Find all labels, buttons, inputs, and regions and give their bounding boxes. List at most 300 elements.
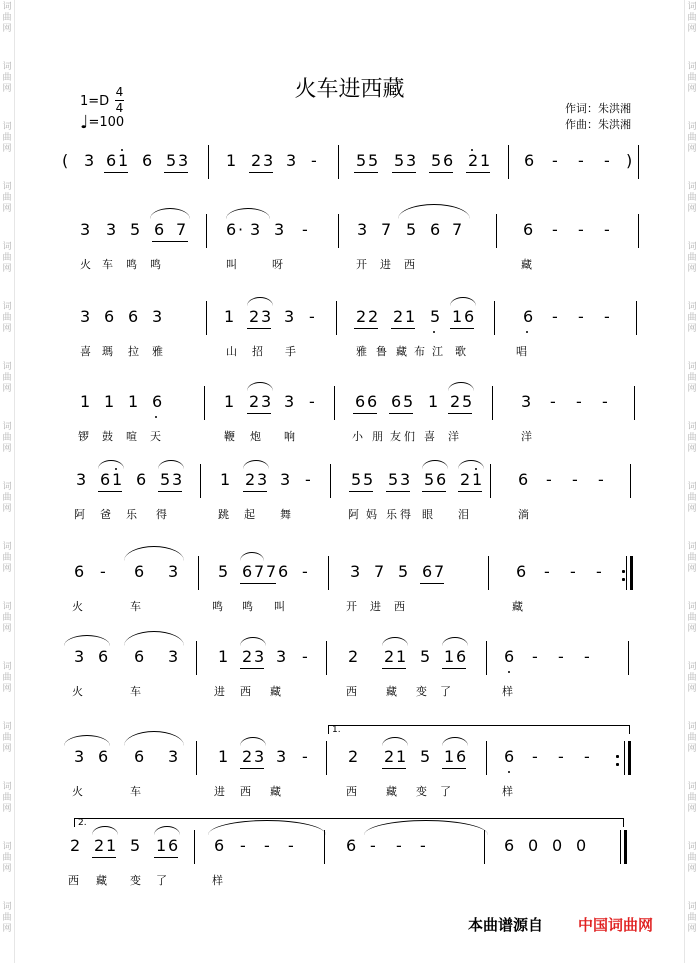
note: - — [240, 836, 246, 855]
time-signature-bottom: 4 — [115, 101, 124, 115]
note: 6 — [134, 562, 145, 581]
note: 7 — [266, 562, 277, 581]
watermark-text: 词 曲 网 — [2, 122, 12, 154]
lyric: 叫 — [226, 258, 237, 271]
note: - — [552, 220, 558, 239]
beam-underline — [354, 328, 378, 329]
note: 2 — [356, 307, 367, 326]
note: 2 — [384, 747, 395, 766]
lyric: 西 — [404, 258, 415, 271]
slur — [382, 737, 408, 746]
barline — [638, 214, 639, 248]
watermark-text: 词 曲 网 — [687, 542, 697, 574]
note: 3 — [168, 747, 179, 766]
repeat-dot — [616, 763, 619, 766]
note: 1 — [224, 392, 235, 411]
slur — [92, 826, 118, 835]
lyric: 样 — [212, 874, 223, 887]
note: 3 — [74, 647, 85, 666]
beam-underline — [442, 768, 466, 769]
note: 2 — [94, 836, 105, 855]
tempo-value: =100 — [88, 115, 125, 130]
beam-underline — [152, 241, 188, 242]
note: - — [302, 647, 308, 666]
note: 5 — [218, 562, 229, 581]
lyric: 进 — [214, 785, 225, 798]
barline — [624, 830, 627, 864]
note: 7 — [381, 220, 392, 239]
repeat-dot — [622, 570, 625, 573]
lyric: 了 — [440, 685, 451, 698]
footer-site-name[interactable]: 中国词曲网 — [578, 916, 654, 934]
note: 1 — [428, 392, 439, 411]
watermark-text: 词 曲 网 — [2, 182, 12, 214]
note: - — [558, 647, 564, 666]
note: 1 — [112, 470, 123, 489]
note: - — [552, 307, 558, 326]
note: 1 — [405, 307, 416, 326]
barline — [338, 145, 339, 179]
slur — [247, 382, 273, 391]
lyric: 友 — [390, 430, 401, 443]
note: - — [596, 562, 602, 581]
note: 3 — [106, 220, 117, 239]
note: 3 — [84, 151, 95, 170]
note: 6 — [516, 562, 527, 581]
beam-underline — [349, 491, 373, 492]
score-row — [0, 220, 699, 270]
beam-underline — [442, 668, 466, 669]
lyric: 唱 — [516, 345, 527, 358]
note: 5 — [403, 392, 414, 411]
note: 1 — [226, 151, 237, 170]
lyric: 开 — [346, 600, 357, 613]
time-signature-top: 4 — [115, 85, 124, 99]
barline — [624, 741, 625, 775]
note: 7 — [374, 562, 385, 581]
note: 5 — [430, 307, 441, 326]
note: 5 — [398, 562, 409, 581]
lyric: 西 — [68, 874, 79, 887]
beam-underline — [389, 413, 413, 414]
lyric: 藏 — [386, 785, 397, 798]
beam-underline — [458, 491, 482, 492]
barline — [326, 741, 327, 775]
lyric: 泪 — [458, 508, 469, 521]
lyric: 车 — [130, 785, 141, 798]
slur — [124, 631, 184, 646]
note: 2 — [251, 151, 262, 170]
note: 1 — [396, 647, 407, 666]
note: 1 — [118, 151, 129, 170]
barline — [626, 556, 627, 590]
barline — [630, 464, 631, 498]
volta-first-ending — [328, 725, 630, 734]
barline — [330, 464, 331, 498]
note: 5 — [406, 220, 417, 239]
slur — [98, 460, 124, 469]
barline — [336, 301, 337, 335]
note: - — [532, 747, 538, 766]
note: 3 — [76, 470, 87, 489]
note: 1 — [444, 647, 455, 666]
lyric: 鞭 — [224, 430, 235, 443]
note: 3 — [74, 747, 85, 766]
note: - — [309, 392, 315, 411]
note: 2 — [393, 307, 404, 326]
octave-dot — [433, 331, 435, 333]
note: 6 — [346, 836, 357, 855]
note: 6 — [134, 647, 145, 666]
note: - — [546, 470, 552, 489]
note: 1 — [444, 747, 455, 766]
slur — [442, 637, 468, 646]
lyric: 火 — [72, 785, 83, 798]
note: 2 — [70, 836, 81, 855]
barline — [486, 741, 487, 775]
beam-underline — [448, 413, 472, 414]
note: 2 — [384, 647, 395, 666]
lyric: 藏 — [512, 600, 523, 613]
watermark-text: 词 曲 网 — [687, 242, 697, 274]
note: 0 — [576, 836, 587, 855]
note: 3 — [254, 647, 265, 666]
lyric: 西 — [394, 600, 405, 613]
barline — [634, 386, 635, 420]
note: 6 — [367, 392, 378, 411]
barline — [338, 214, 339, 248]
note: 1 — [396, 747, 407, 766]
lyric: 阿 — [74, 508, 85, 521]
note: 6 — [226, 220, 237, 239]
note: 3 — [521, 392, 532, 411]
barline — [486, 641, 487, 675]
octave-dot — [508, 671, 510, 673]
note: - — [532, 647, 538, 666]
note: 6 — [504, 647, 515, 666]
note: 2 — [249, 392, 260, 411]
barline — [200, 464, 201, 498]
note: 6 — [98, 647, 109, 666]
note: 5 — [363, 470, 374, 489]
composer-credit: 作曲：朱洪湘 — [565, 118, 631, 131]
lyric: 小 — [352, 430, 363, 443]
watermark-text: 词 曲 网 — [2, 422, 12, 454]
note: - — [572, 470, 578, 489]
note: 6 — [523, 220, 534, 239]
note: - — [544, 562, 550, 581]
note: 3 — [280, 470, 291, 489]
barline — [636, 301, 637, 335]
watermark-text: 词 曲 网 — [687, 62, 697, 94]
note: - — [604, 151, 610, 170]
barline — [328, 556, 329, 590]
slur — [64, 635, 110, 646]
octave-dot — [508, 771, 510, 773]
note: - — [100, 562, 106, 581]
note: - — [288, 836, 294, 855]
footer-source-label: 本曲谱源自 — [468, 916, 544, 934]
note: - — [578, 151, 584, 170]
barline — [496, 214, 497, 248]
note: - — [302, 220, 308, 239]
note: - — [264, 836, 270, 855]
barline — [198, 556, 199, 590]
lyric: 布 — [414, 345, 425, 358]
note: 3 — [257, 470, 268, 489]
lyric: 藏 — [396, 345, 407, 358]
beam-underline — [422, 491, 446, 492]
time-signature — [115, 86, 124, 115]
lyric: 车 — [130, 600, 141, 613]
note: 6 — [518, 470, 529, 489]
note: 3 — [274, 220, 285, 239]
note: 6 — [504, 747, 515, 766]
note: 6 — [242, 562, 253, 581]
watermark-text: 词 曲 网 — [2, 362, 12, 394]
lyric: 们 — [404, 430, 415, 443]
note: - — [584, 747, 590, 766]
note: 6 — [524, 151, 535, 170]
note: 5 — [394, 151, 405, 170]
lyric: 车 — [102, 258, 113, 271]
slur — [422, 460, 448, 469]
watermark-text: 词 曲 网 — [687, 122, 697, 154]
barline — [334, 386, 335, 420]
note: 7 — [452, 220, 463, 239]
lyric: 天 — [150, 430, 161, 443]
note: 3 — [152, 307, 163, 326]
note: 6 — [142, 151, 153, 170]
lyric: 鸣 — [150, 258, 161, 271]
note: 3 — [261, 307, 272, 326]
lyric: 样 — [502, 785, 513, 798]
watermark-text: 词 曲 网 — [2, 662, 12, 694]
slur — [240, 637, 266, 646]
note: 6 — [523, 307, 534, 326]
note: 7 — [434, 562, 445, 581]
barline — [630, 556, 633, 590]
note: 5 — [130, 220, 141, 239]
watermark-text: 词 曲 网 — [2, 602, 12, 634]
watermark-text: 词 曲 网 — [2, 2, 12, 34]
note: - — [584, 647, 590, 666]
note: 3 — [250, 220, 261, 239]
note: - — [311, 151, 317, 170]
note: 3 — [350, 562, 361, 581]
watermark-text: 词 曲 网 — [687, 182, 697, 214]
lyric: 乐 — [126, 508, 137, 521]
watermark-text: 词 曲 网 — [687, 362, 697, 394]
watermark-text: 词 曲 网 — [2, 722, 12, 754]
beam-underline — [240, 583, 276, 584]
barline — [628, 741, 631, 775]
slur — [226, 208, 270, 219]
slur — [124, 731, 184, 746]
volta-second-label: 2. — [78, 818, 87, 828]
watermark-text: 词 曲 网 — [687, 722, 697, 754]
slur — [124, 546, 184, 561]
lyric: 阿 — [348, 508, 359, 521]
lyric: 西 — [346, 785, 357, 798]
lyric: 乐 — [386, 508, 397, 521]
note: 6 — [100, 470, 111, 489]
slur — [158, 460, 184, 469]
slur — [247, 297, 273, 306]
note: - — [576, 392, 582, 411]
slur — [240, 552, 264, 561]
note: 2 — [368, 307, 379, 326]
slur — [64, 735, 110, 746]
lyric: 呀 — [272, 258, 283, 271]
note: - — [604, 220, 610, 239]
note: 6 — [154, 220, 165, 239]
slur — [448, 382, 474, 391]
note: 6 — [391, 392, 402, 411]
note: 1 — [452, 307, 463, 326]
lyric: 鲁 — [376, 345, 387, 358]
lyric: 响 — [284, 430, 295, 443]
beam-underline — [92, 857, 116, 858]
lyric: 西 — [240, 685, 251, 698]
lyric: 淌 — [518, 508, 529, 521]
lyric: 洋 — [448, 430, 459, 443]
watermark-text: 词 曲 网 — [2, 242, 12, 274]
beam-underline — [164, 172, 188, 173]
lyric: 藏 — [96, 874, 107, 887]
note: 5 — [420, 747, 431, 766]
beam-underline — [158, 491, 182, 492]
note: 1 — [80, 392, 91, 411]
note: 2 — [450, 392, 461, 411]
lyric: 山 — [226, 345, 237, 358]
beam-underline — [104, 172, 128, 173]
lyric: 雅 — [152, 345, 163, 358]
beam-underline — [98, 491, 122, 492]
note: 6 — [106, 151, 117, 170]
score-row — [0, 151, 699, 201]
repeat-dot — [622, 578, 625, 581]
lyric: 眼 — [422, 508, 433, 521]
lyric: 炮 — [250, 430, 261, 443]
barline — [204, 386, 205, 420]
lyric: 开 — [356, 258, 367, 271]
note: 2 — [242, 747, 253, 766]
lyric: 进 — [370, 600, 381, 613]
note: 6 — [128, 307, 139, 326]
slur — [240, 737, 266, 746]
note: 5 — [424, 470, 435, 489]
slur — [150, 208, 190, 219]
lyric: 喧 — [126, 430, 137, 443]
lyric: 洋 — [521, 430, 532, 443]
note: 3 — [80, 307, 91, 326]
lyric: 鼓 — [102, 430, 113, 443]
lyric: 舞 — [280, 508, 291, 521]
barline — [492, 386, 493, 420]
note: 7 — [176, 220, 187, 239]
beam-underline — [353, 413, 377, 414]
lyric: 雅 — [356, 345, 367, 358]
note: 6 — [214, 836, 225, 855]
watermark-text: 词 曲 网 — [2, 842, 12, 874]
note: 3 — [357, 220, 368, 239]
lyric: 爸 — [100, 508, 111, 521]
note: - — [578, 220, 584, 239]
barline — [194, 830, 195, 864]
note: 5 — [420, 647, 431, 666]
note: 5 — [431, 151, 442, 170]
note: 2 — [348, 747, 359, 766]
beam-underline — [429, 172, 453, 173]
lyric: 得 — [156, 508, 167, 521]
note: - — [309, 307, 315, 326]
note: 1 — [106, 836, 117, 855]
watermark-text: 词 曲 网 — [687, 662, 697, 694]
lyric: 变 — [416, 785, 427, 798]
note: 6 — [464, 307, 475, 326]
lyric: 西 — [240, 785, 251, 798]
octave-dot — [155, 416, 157, 418]
barline — [494, 301, 495, 335]
lyric: 朋 — [372, 430, 383, 443]
octave-dot — [115, 468, 117, 470]
beam-underline — [354, 172, 378, 173]
note: 5 — [356, 151, 367, 170]
note: 6 — [74, 562, 85, 581]
lyric: 锣 — [78, 430, 89, 443]
slur — [243, 460, 269, 469]
slur — [382, 637, 408, 646]
slur — [458, 460, 484, 469]
note: 3 — [286, 151, 297, 170]
note: 5 — [351, 470, 362, 489]
note: 6 — [152, 392, 163, 411]
note: 6 — [136, 470, 147, 489]
beam-underline — [382, 668, 406, 669]
quarter-note-icon: ♩ — [80, 112, 89, 133]
barline — [490, 464, 491, 498]
watermark-text: 词 曲 网 — [687, 602, 697, 634]
beam-underline — [466, 172, 490, 173]
note: 2 — [468, 151, 479, 170]
lyric: 歌 — [455, 345, 466, 358]
barline — [326, 641, 327, 675]
barline — [324, 830, 325, 864]
watermark-text: 词 曲 网 — [687, 302, 697, 334]
lyric: 火 — [72, 685, 83, 698]
note: 6 — [504, 836, 515, 855]
key-signature: 1=D — [80, 94, 110, 109]
barline — [508, 145, 509, 179]
note: 6 — [422, 562, 433, 581]
beam-underline — [243, 491, 267, 492]
note: 6 — [443, 151, 454, 170]
note: 2 — [245, 470, 256, 489]
barline — [196, 641, 197, 675]
slur — [442, 737, 468, 746]
note: 3 — [263, 151, 274, 170]
note: 7 — [254, 562, 265, 581]
note: - — [578, 307, 584, 326]
watermark-text: 词 曲 网 — [2, 482, 12, 514]
note: 6 — [168, 836, 179, 855]
octave-dot — [475, 468, 477, 470]
lyric: 了 — [440, 785, 451, 798]
note: 3 — [172, 470, 183, 489]
watermark-text: 词 曲 网 — [2, 782, 12, 814]
lyric: 进 — [380, 258, 391, 271]
